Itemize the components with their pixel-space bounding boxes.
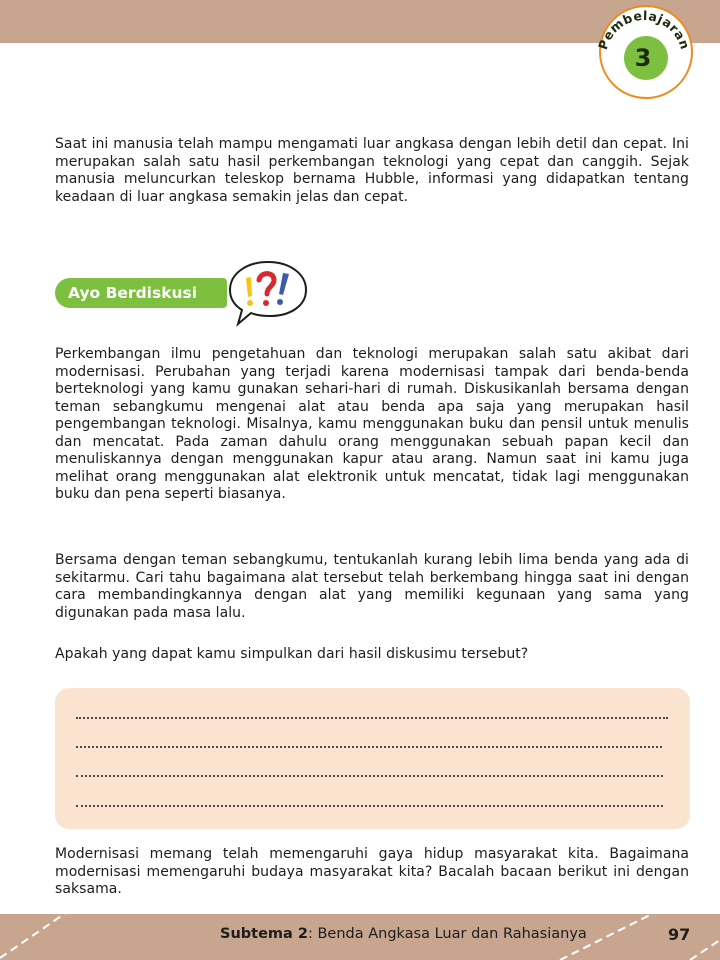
- discussion-question: Apakah yang dapat kamu simpulkan dari hasil diskusimu tersebut?: [55, 646, 529, 662]
- answer-line[interactable]: [76, 805, 663, 807]
- closing-paragraph: Modernisasi memang telah memengaruhi gaya hidup masyarakat kita. Bagaimana modernisasi memengaruhi budaya masyarakat kita? Bacalah bacaan berikut ini dengan saksama.: [55, 846, 689, 897]
- footer-subtheme-title: : Benda Angkasa Luar dan Rahasianya: [307, 926, 587, 942]
- footer-dashed-lines: [0, 880, 720, 960]
- answer-line[interactable]: [76, 717, 668, 719]
- footer-subtheme: [220, 926, 587, 942]
- answer-line[interactable]: [76, 775, 663, 777]
- lesson-badge: [590, 0, 702, 100]
- section-heading-pill: [55, 278, 227, 308]
- page-number: 97: [668, 925, 691, 944]
- intro-paragraph: Saat ini manusia telah mampu mengamati luar angkasa dengan lebih detil dan cepat. Ini merupakan salah satu hasil perkembangan teknologi yang cepat dan canggih. Sejak manusia meluncurkan teleskop bernama Hubble, informasi yang didapatkan tentang keadaan di luar angkasa semakin jelas dan cepat.: [55, 136, 689, 205]
- section-heading-label: Ayo Berdiskusi: [68, 284, 198, 302]
- speech-bubble-icon: [226, 258, 310, 328]
- answer-box: [55, 688, 690, 829]
- footer-subtheme-label: Subtema 2: [220, 926, 308, 942]
- badge-label: Pembelajaran: [595, 7, 693, 52]
- answer-line[interactable]: [76, 746, 662, 748]
- discussion-paragraph-1: Perkembangan ilmu pengetahuan dan teknologi merupakan salah satu akibat dari modernisasi. Perubahan yang terjadi karena modernisasi tampak dari benda-benda berteknologi yang kamu gunakan sehari-hari di rumah. Diskusikanlah bersama dengan teman sebangkumu mengenai alat atau benda apa saja yang merupakan hasil pengembangan teknologi. Misalnya, kamu menggunakan buku dan pensil untuk menulis dan mencatat. Pada zaman dahulu orang menggunakan sebuah papan kecil dan menuliskannya dengan menggunakan kapur atau arang. Namun saat ini kamu juga melihat orang menggunakan alat elektronik untuk mencatat, tidak lagi menggunakan buku dan pena seperti biasanya.: [55, 346, 689, 502]
- lesson-number: 3: [634, 44, 652, 72]
- discussion-paragraph-2: Bersama dengan teman sebangkumu, tentukanlah kurang lebih lima benda yang ada di sekitarmu. Cari tahu bagaimana alat tersebut telah berkembang hingga saat ini dengan cara membandingkannya dengan alat yang memiliki kegunaan yang sama yang digunakan pada masa lalu.: [55, 552, 689, 621]
